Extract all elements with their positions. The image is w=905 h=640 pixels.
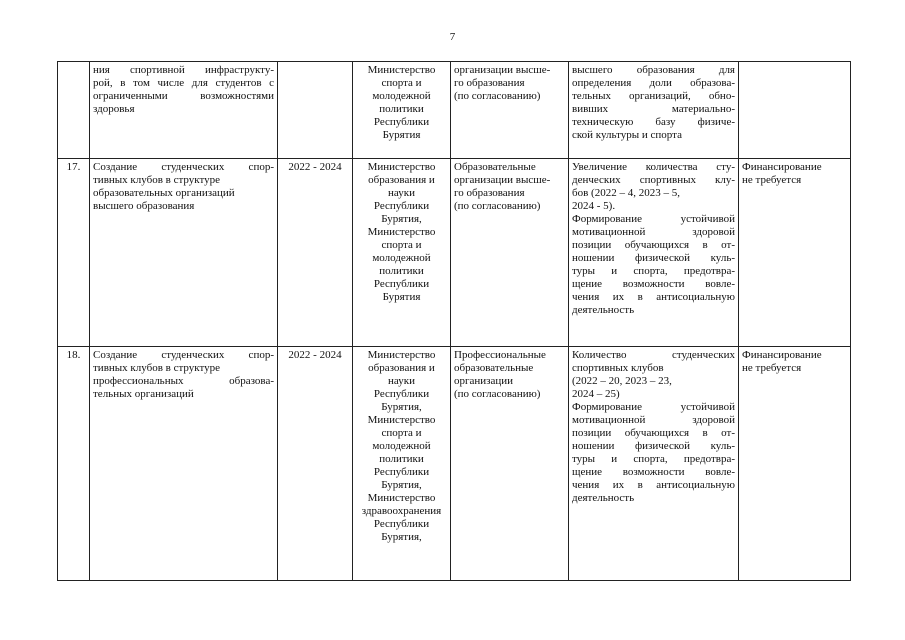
- activities-table: [57, 61, 851, 581]
- coexecutor-cell: Профессиональные образовательные организации (по согласованию): [451, 347, 569, 581]
- activity-name-cell: Создание студенческих спор- тивных клубов в структуре профессиональных образова- тельных организаций: [90, 347, 278, 581]
- coexecutor-cell: организации высше- го образования (по согласованию): [451, 62, 569, 159]
- row-number-cell: 17.: [58, 159, 90, 347]
- row-number-cell: [58, 62, 90, 159]
- executor-cell: Министерство образования и науки Республики Бурятия, Министерство спорта и молодежной политики Республики Бурятия, Министерство здравоохранения Республики Бурятия,: [353, 347, 451, 581]
- result-cell: Увеличение количества сту- денческих спортивных клу- бов (2022 – 4, 2023 – 5, 2024 - 5). Формирование устойчивой мотивационной здоровой позиции обучающихся в от- ношении физической куль- туры и спорта, предотвра- щение возможности вовле- чения их в антисоциальную деятельность: [569, 159, 739, 347]
- financing-cell: Финансирование не требуется: [739, 159, 851, 347]
- activity-name-cell: Создание студенческих спор- тивных клубов в структуре образовательных организаций высшего образования: [90, 159, 278, 347]
- row-number-cell: 18.: [58, 347, 90, 581]
- period-cell: [278, 62, 353, 159]
- period-cell: 2022 - 2024: [278, 159, 353, 347]
- activity-name-cell: ния спортивной инфраструкту- рой, в том числе для студентов с ограниченными возможностями здоровья: [90, 62, 278, 159]
- executor-cell: Министерство спорта и молодежной политики Республики Бурятия: [353, 62, 451, 159]
- result-cell: Количество студенческих спортивных клубов (2022 – 20, 2023 – 23, 2024 – 25) Формирование устойчивой мотивационной здоровой позиции обучающихся в от- ношении физической куль- туры и спорта, предотвра- щение возможности вовле- чения их в антисоциальную деятельность: [569, 347, 739, 581]
- coexecutor-cell: Образовательные организации высше- го образования (по согласованию): [451, 159, 569, 347]
- executor-cell: Министерство образования и науки Республики Бурятия, Министерство спорта и молодежной политики Республики Бурятия: [353, 159, 451, 347]
- table-row: [58, 347, 851, 581]
- period-cell: 2022 - 2024: [278, 347, 353, 581]
- table-row: [58, 62, 851, 159]
- financing-cell: [739, 62, 851, 159]
- financing-cell: Финансирование не требуется: [739, 347, 851, 581]
- result-cell: высшего образования для определения доли образова- тельных организаций, обно- вивших материально- техническую базу физиче- ской культуры и спорта: [569, 62, 739, 159]
- table-row: [58, 159, 851, 347]
- page-number: 7: [449, 31, 456, 43]
